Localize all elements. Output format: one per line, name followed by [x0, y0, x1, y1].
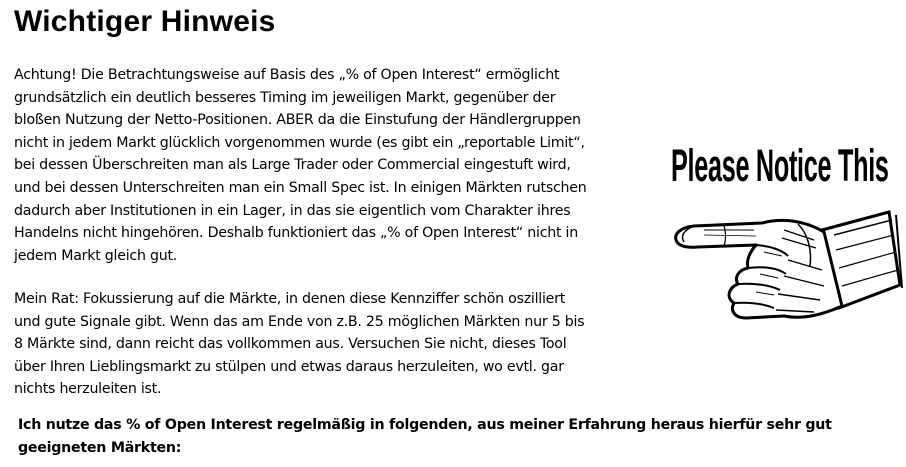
paragraph-line: bloßen Nutzung der Netto-Positionen. ABER da die Einstufung der Händlergruppen — [14, 112, 581, 129]
paragraph-advice — [14, 288, 654, 401]
page-title: Wichtiger Hinweis — [14, 5, 276, 38]
pointing-hand-icon — [664, 190, 904, 335]
please-notice-image — [664, 130, 904, 335]
paragraph-line: dadurch aber Institutionen in ein Lager, in das sie eigentlich vom Charakter ihres — [14, 202, 571, 219]
notice-caption: Please Notice This — [671, 140, 889, 191]
paragraph-line: geeigneten Märkten: — [18, 440, 182, 456]
paragraph-line: Mein Rat: Fokussierung auf die Märkte, in denen diese Kennziffer schön oszilliert — [14, 291, 566, 307]
paragraph-line: grundsätzlich ein deutlich besseres Timing im jeweiligen Markt, gegenüber der — [14, 89, 556, 106]
paragraph-line: Ich nutze das % of Open Interest regelmäßig in folgenden, aus meiner Erfahrung heraus hierfür sehr gut — [18, 417, 832, 433]
paragraph-line: Achtung! Die Betrachtungsweise auf Basis des „% of Open Interest“ ermöglicht — [14, 67, 560, 83]
paragraph-line: jedem Markt gleich gut. — [14, 247, 178, 264]
paragraph-line: und gute Signale gibt. Wenn das am Ende von z.B. 25 möglichen Märkten nur 5 bis — [14, 313, 585, 330]
paragraph-line: nichts herzuleiten ist. — [14, 381, 162, 398]
paragraph-line: bei dessen Überschreiten man als Large Trader oder Commercial eingestuft wird, — [14, 157, 571, 174]
paragraph-line: und bei dessen Unterschreiten man ein Small Spec ist. In einigen Märkten rutschen — [14, 179, 587, 196]
paragraph-markets-intro — [18, 414, 832, 460]
paragraph-line: über Ihren Lieblingsmarkt zu stülpen und etwas daraus herzuleiten, wo evtl. gar — [14, 358, 564, 375]
paragraph-line: nicht in jedem Markt glücklich vorgenommen wurde (es gibt ein „reportable Limit“, — [14, 134, 585, 151]
paragraph-warning — [14, 64, 654, 267]
paragraph-line: 8 Märkte sind, dann reicht das vollkommen aus. Versuchen Sie nicht, dieses Tool — [14, 336, 567, 353]
paragraph-line: Handelns nicht hingehören. Deshalb funktioniert das „% of Open Interest“ nicht in — [14, 225, 578, 242]
